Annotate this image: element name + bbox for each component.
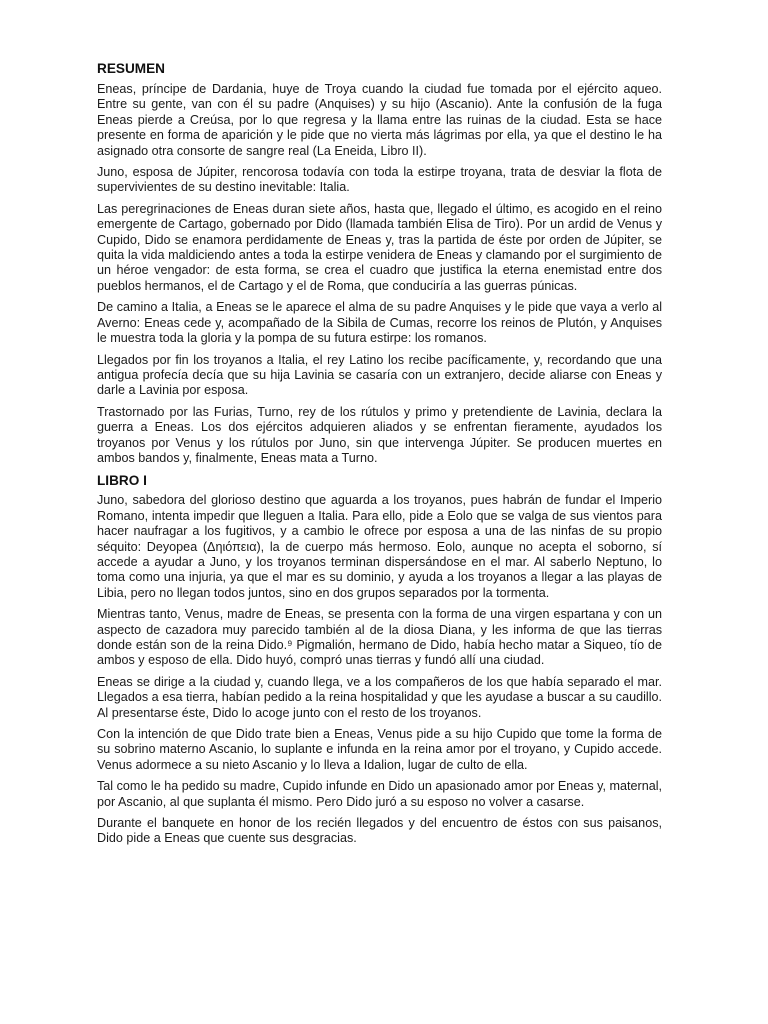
- paragraph: Tal como le ha pedido su madre, Cupido infunde en Dido un apasionado amor por Eneas y, maternal, por Ascanio, al que suplanta él mismo. Pero Dido juró a su esposo no volver a casarse.: [97, 779, 662, 809]
- paragraph: Eneas se dirige a la ciudad y, cuando llega, ve a los compañeros de los que había separado el mar. Llegados a esa tierra, habían pedido a la reina hospitalidad y que les ayudase a buscar a su caudillo. Al presentarse éste, Dido lo acoge junto con el resto de los troyanos.: [97, 674, 662, 720]
- paragraph: Llegados por fin los troyanos a Italia, el rey Latino los recibe pacíficamente, y, recordando que una antigua profecía decía que su hija Lavinia se casaría con un extranjero, decide aliarse con Eneas y darle a Lavinia por esposa.: [97, 352, 662, 398]
- paragraph: Trastornado por las Furias, Turno, rey de los rútulos y primo y pretendiente de Lavinia, declara la guerra a Eneas. Los dos ejércitos adquieren aliados y se enfrentan fieramente, ayudados los troyanos por Venus y los rútulos por Juno, sin que intervenga Júpiter. Se producen muertes en ambos bandos y, finalmente, Eneas mata a Turno.: [97, 404, 662, 465]
- paragraph: Mientras tanto, Venus, madre de Eneas, se presenta con la forma de una virgen espartana y con un aspecto de cazadora muy parecido también al de la diosa Diana, y les informa de que las tierras donde están son de la reina Dido.⁹ Pigmalión, hermano de Dido, había hecho matar a Siqueo, tío de ambos y esposo de ella. Dido huyó, compró unas tierras y fundó allí una ciudad.: [97, 607, 662, 668]
- paragraph: Con la intención de que Dido trate bien a Eneas, Venus pide a su hijo Cupido que tome la forma de su sobrino materno Ascanio, lo suplante e infunda en la reina amor por el troyano, y Cupido accede. Venus adormece a su nieto Ascanio y lo lleva a Idalion, lugar de culto de ella.: [97, 727, 662, 772]
- paragraph: De camino a Italia, a Eneas se le aparece el alma de su padre Anquises y le pide que vaya a verlo al Averno: Eneas cede y, acompañado de la Sibila de Cumas, recorre los reinos de Plutón, y Anquises le muestra toda la gloria y la pompa de su futura estirpe: los romanos.: [97, 300, 662, 346]
- paragraph: Durante el banquete en honor de los recién llegados y del encuentro de éstos con sus paisanos, Dido pide a Eneas que cuente sus desgracias.: [97, 816, 662, 846]
- section-heading-resumen: RESUMEN: [97, 61, 165, 76]
- document-page: [97, 60, 662, 853]
- paragraph: Las peregrinaciones de Eneas duran siete años, hasta que, llegado el último, es acogido en el reino emergente de Cartago, gobernado por Dido (llamada también Elisa de Tiro). Por un ardid de Venus y Cupido, Dido se enamora perdidamente de Eneas y, tras la partida de éste por orden de Júpiter, se quita la vida maldiciendo antes a toda la estirpe venidera de Eneas y clamando por el surgimiento de un héroe vengador: de esta forma, se crea el cuadro que justifica la eterna enemistad entre dos pueblos hermanos, el de Cartago y el de Roma, que conduciría a las guerras púnicas.: [97, 201, 662, 293]
- section-heading-libro-i: LIBRO I: [97, 473, 147, 489]
- paragraph: Eneas, príncipe de Dardania, huye de Troya cuando la ciudad fue tomada por el ejército aqueo. Entre su gente, van con él su padre (Anquises) y su hijo (Ascanio). Ante la confusión de la fuga Eneas pierde a Creúsa, por lo que regresa y la llama entre las ruinas de la ciudad. Esta se hace presente en forma de aparición y le pide que no vierta más lágrimas por ella, ya que el destino le ha asignado otra consorte de sangre real (La Eneida, Libro II).: [97, 82, 662, 158]
- paragraph: Juno, sabedora del glorioso destino que aguarda a los troyanos, pues habrán de fundar el Imperio Romano, intenta impedir que lleguen a Italia. Para ello, pide a Eolo que se valga de sus vientos para hacer naufragar a los fugitivos, y a cambio le ofrece por esposa a una de las ninfas de su propio séquito: Deyopea (Δηιόπεια), la de cuerpo más hermoso. Eolo, aunque no acepta el soborno, sí accede a ayudar a Juno, y los troyanos terminan dispersándose en el mar. Al saberlo Neptuno, lo toma como una injuria, ya que el mar es su dominio, y ayuda a los troyanos a llegar a las playas de Libia, pero no llegan todos juntos, sino en dos grupos separados por la tormenta.: [97, 493, 662, 600]
- paragraph: Juno, esposa de Júpiter, rencorosa todavía con toda la estirpe troyana, trata de desviar la flota de supervivientes de su destino inevitable: Italia.: [97, 165, 662, 195]
